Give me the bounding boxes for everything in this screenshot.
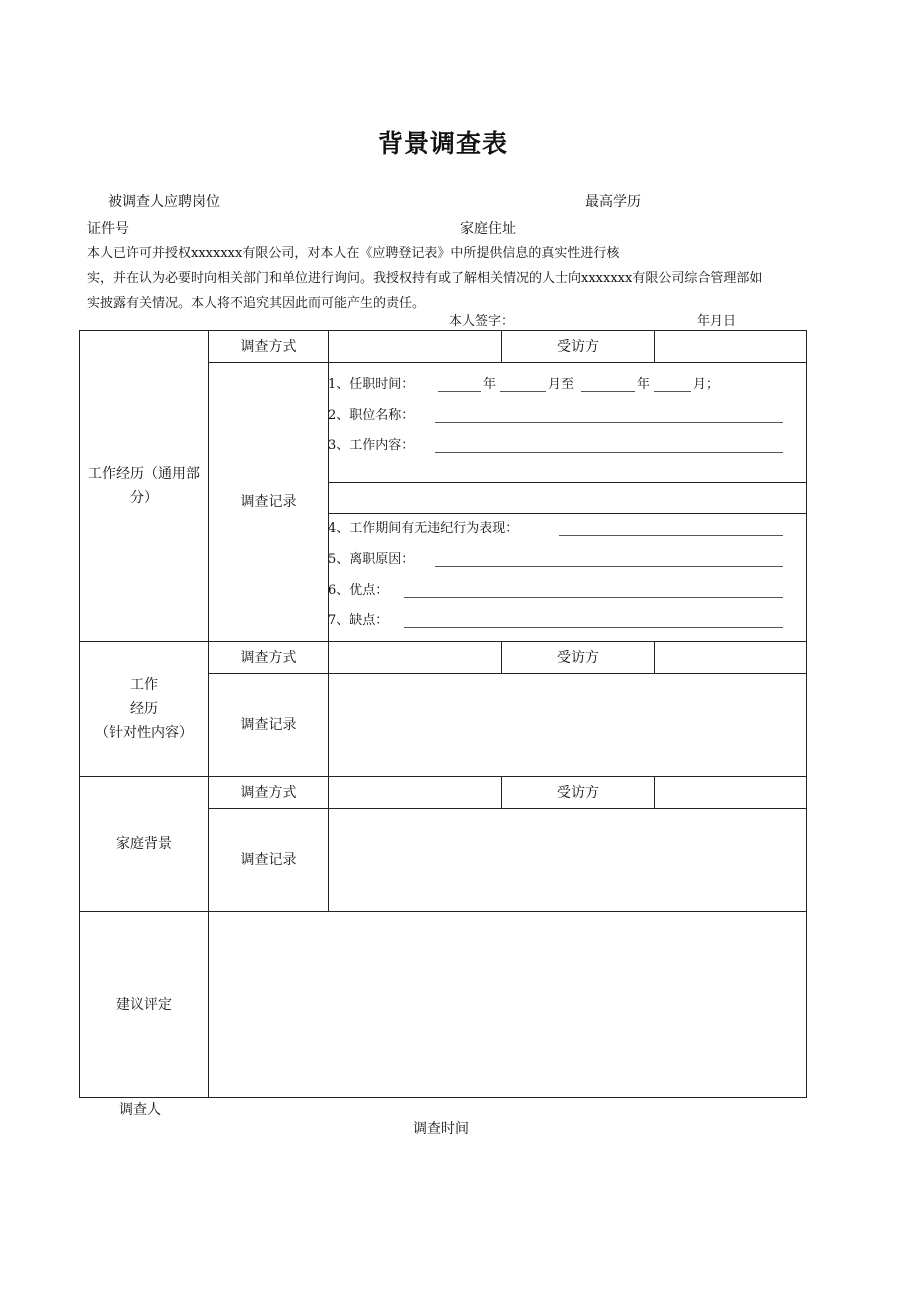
row-divider — [328, 513, 807, 514]
survey-method-field[interactable] — [329, 331, 501, 362]
year-label: 年 — [637, 377, 651, 392]
section-label-family: 家庭背景 — [116, 836, 172, 852]
table-border-right — [806, 330, 807, 1098]
authorization-line-1: 本人已许可并授权xxxxxxx有限公司，对本人在《应聘登记表》中所提供信息的真实性进行核 — [87, 246, 620, 261]
interviewee-label: 受访方 — [557, 649, 599, 666]
item-disciplinary: 4、工作期间有无违纪行为表现： — [328, 521, 519, 536]
survey-record-label: 调查记录 — [240, 717, 297, 733]
survey-record-label: 调查记录 — [240, 494, 297, 510]
blank-line[interactable] — [435, 566, 783, 567]
survey-record-field[interactable] — [329, 809, 806, 911]
survey-method-label: 调查方式 — [240, 784, 297, 801]
background-check-table — [79, 330, 807, 1098]
investigator-label: 调查人 — [119, 1102, 161, 1118]
page-title: 背景调查表 — [378, 129, 509, 158]
blank-record-row[interactable] — [329, 483, 806, 513]
blank-line[interactable] — [500, 391, 546, 392]
blank-line[interactable] — [404, 597, 783, 598]
blank-line[interactable] — [435, 452, 783, 453]
month-to-label: 月至 — [548, 377, 575, 392]
interviewee-field[interactable] — [655, 777, 806, 808]
address-label: 家庭住址 — [460, 221, 516, 237]
survey-record-label: 调查记录 — [240, 852, 297, 868]
item-leaving-reason: 5、离职原因： — [328, 552, 415, 567]
year-label: 年 — [483, 377, 497, 392]
blank-line[interactable] — [581, 391, 635, 392]
item-position-title: 2、职位名称： — [328, 408, 415, 423]
authorization-line-2: 实，并在认为必要时向相关部门和单位进行询问。我授权持有或了解相关情况的人士向xxxxxxx有限公司综合管理部如 — [87, 271, 763, 286]
education-label: 最高学历 — [585, 194, 641, 210]
survey-method-label: 调查方式 — [240, 338, 297, 355]
survey-method-label: 调查方式 — [240, 649, 297, 666]
investigation-time-label: 调查时间 — [413, 1121, 469, 1137]
survey-method-field[interactable] — [329, 642, 501, 673]
section-label-work-general: 工作经历（通用部分） — [88, 466, 200, 506]
interviewee-label: 受访方 — [557, 784, 599, 801]
recommendation-field[interactable] — [209, 912, 806, 1097]
blank-line[interactable] — [435, 422, 783, 423]
survey-record-field[interactable] — [329, 674, 806, 776]
blank-line[interactable] — [559, 535, 783, 536]
signature-date-label: 年月日 — [697, 314, 737, 329]
authorization-line-3: 实披露有关情况。本人将不追究其因此而可能产生的责任。 — [87, 296, 426, 311]
item-weaknesses: 7、缺点： — [328, 613, 389, 628]
section-label-work-specific: 工作 经历 （针对性内容） — [95, 677, 193, 741]
item-job-content: 3、工作内容： — [328, 438, 415, 453]
item-tenure: 1、任职时间： — [328, 377, 415, 392]
id-number-label: 证件号 — [87, 221, 129, 237]
survey-method-field[interactable] — [329, 777, 501, 808]
blank-line[interactable] — [404, 627, 783, 628]
blank-line[interactable] — [438, 391, 481, 392]
signature-label: 本人签字： — [449, 314, 515, 329]
interviewee-field[interactable] — [655, 642, 806, 673]
table-border-bottom — [79, 1097, 807, 1098]
position-label: 被调查人应聘岗位 — [108, 194, 220, 210]
month-end-label: 月； — [693, 377, 720, 392]
section-label-recommendation: 建议评定 — [116, 996, 172, 1013]
interviewee-label: 受访方 — [557, 338, 599, 355]
item-strengths: 6、优点： — [328, 583, 389, 598]
blank-line[interactable] — [654, 391, 691, 392]
interviewee-field[interactable] — [655, 331, 806, 362]
